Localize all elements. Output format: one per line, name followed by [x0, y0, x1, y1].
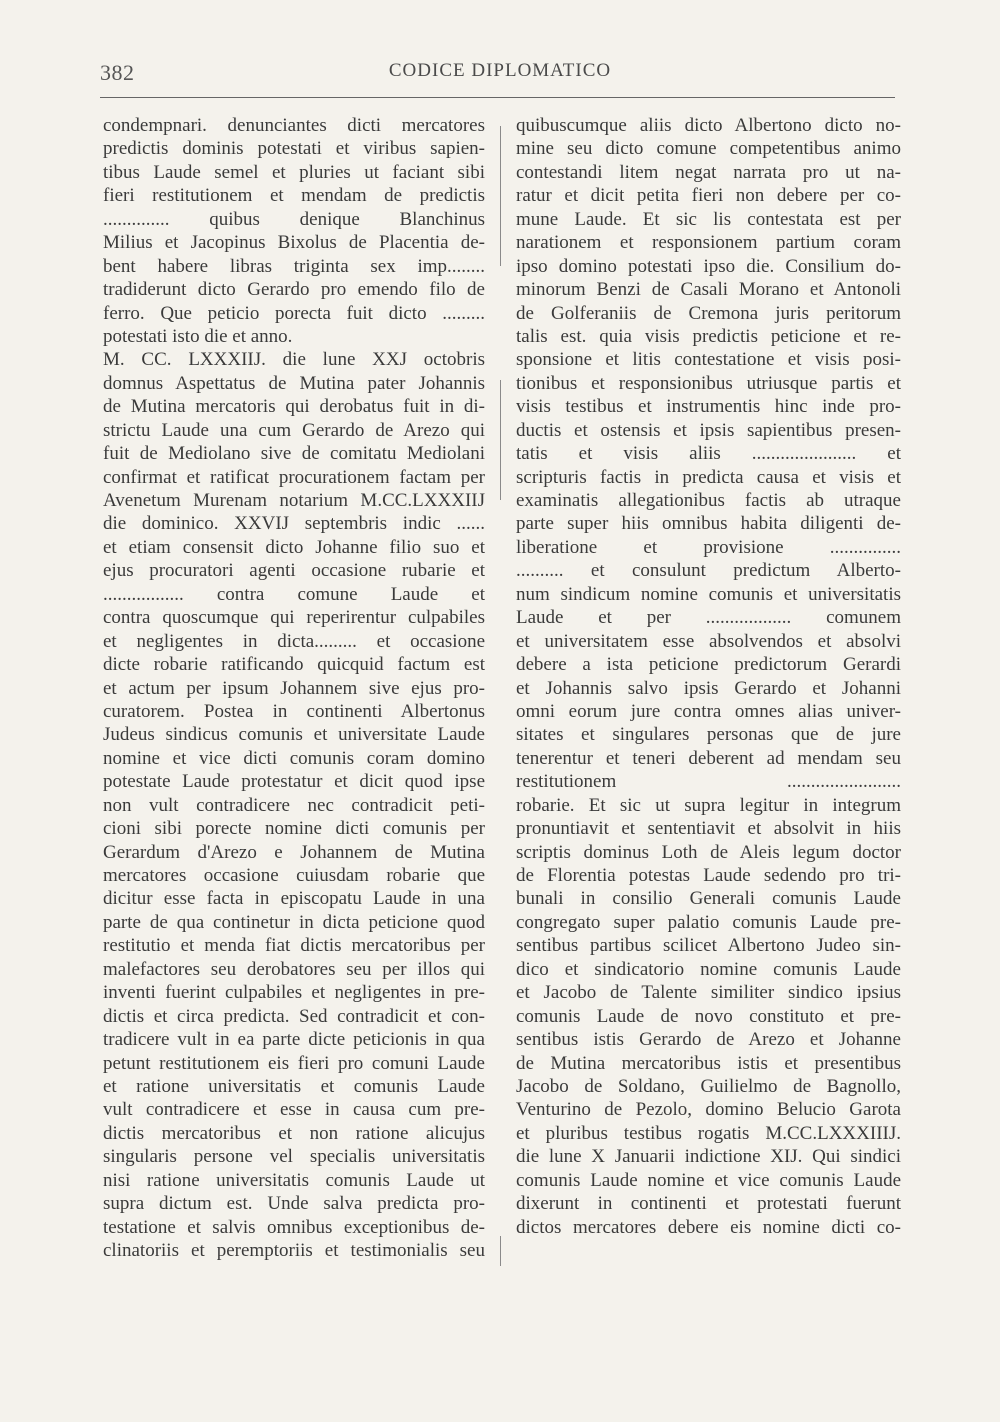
- text-line: dictis mercatoribus et non ratione alicujus: [103, 1122, 485, 1144]
- text-line: Venturino de Pezolo, domino Belucio Garota: [516, 1099, 901, 1121]
- text-line: minorum Benzi de Casali Morano et Antonoli: [516, 279, 901, 301]
- text-line: sentibus istis Gerardo de Arezo et Johanne: [516, 1029, 901, 1051]
- header-rule: [100, 97, 895, 98]
- running-title: CODICE DIPLOMATICO: [388, 60, 612, 81]
- text-line: parte super hiis omnibus habita diligenti de-: [516, 513, 901, 535]
- text-line: et Jacobo de Talente similiter sindico ipsius: [516, 982, 901, 1004]
- text-line: tradiderunt dicto Gerardo pro emendo filo de: [103, 279, 485, 301]
- text-line: mine seu dicto comune competentibus animo: [516, 138, 901, 160]
- text-line: robarie. Et sic ut supra legitur in integrum: [516, 794, 901, 816]
- text-line: et Johannis salvo ipsis Gerardo et Johanni: [516, 677, 901, 699]
- text-line: nomine et vice dicti comunis coram domino: [103, 747, 485, 769]
- text-line: confirmat et ratificat procurationem factam per: [103, 466, 485, 488]
- text-line: testatione et salvis omnibus exceptionibus de-: [103, 1216, 485, 1238]
- text-line: et ratione universitatis et comunis Laude: [103, 1075, 485, 1097]
- text-line: comunis Laude de novo constituto et pre-: [516, 1005, 901, 1027]
- text-line: die dominico. XXVIJ septembris indic ......: [103, 513, 485, 535]
- text-line: ................. contra comune Laude et: [103, 583, 485, 605]
- text-line: quibuscumque aliis dicto Albertono dicto no-: [516, 115, 901, 136]
- text-line: tionibus et responsionibus utriusque partis et: [516, 372, 901, 394]
- text-line: pronuntiavit et sententiavit et absolvit in hiis: [516, 818, 901, 840]
- text-line: supra dictum est. Unde salva predicta pro-: [103, 1193, 485, 1215]
- page-number: 382: [100, 60, 135, 85]
- text-line: examinatis allegationibus factis ab utraque: [516, 490, 901, 511]
- text-line: bent habere libras triginta sex imp........: [103, 255, 485, 277]
- text-line: potestati isto die et anno.: [103, 325, 293, 347]
- text-line: predictis dominis potestati et viribus sapien-: [103, 138, 485, 160]
- text-line: contra quoscumque qui reperirentur culpabiles: [103, 607, 485, 629]
- text-line: visis testibus et instrumentis hinc inde pro-: [516, 396, 901, 418]
- text-line: curatorem. Postea in continenti Albertonus: [103, 700, 485, 722]
- text-line: narationem et responsionem partium coram: [516, 232, 901, 254]
- text-line: et actum per ipsum Johannem sive ejus pro-: [103, 677, 485, 699]
- text-line: mune Laude. Et sic lis contestata est per: [516, 208, 901, 230]
- text-line: nisi ratione universitatis comunis Laude ut: [103, 1169, 485, 1191]
- text-line: de Golferaniis de Cremona juris peritorum: [516, 302, 901, 324]
- text-line: dicitur esse facta in episcopatu Laude in una: [103, 888, 485, 910]
- text-line: Judeus sindicus comunis et universitate Laude: [103, 724, 485, 746]
- text-line: de Mutina mercatoris qui derobatus fuit in di-: [103, 396, 485, 418]
- text-line: condempnari. denunciantes dicti mercatores: [103, 115, 485, 136]
- text-line: Laude et per .................. comunem: [516, 607, 901, 629]
- column-divider: [500, 380, 501, 500]
- text-line: parte de qua continetur in dicta peticione quod: [103, 911, 485, 933]
- text-line: dixerunt in continenti et protestati fuerunt: [516, 1193, 901, 1215]
- text-line: comunis Laude nomine et vice comunis Laude: [516, 1169, 901, 1191]
- text-line: scriptis dominus Loth de Aleis legum doctor: [516, 841, 901, 863]
- left-column: [103, 114, 485, 1262]
- text-line: fieri restitutionem et mendam de predictis: [103, 185, 485, 207]
- text-line: et pluribus testibus rogatis M.CC.LXXXIIIJ.: [516, 1122, 901, 1144]
- text-line: talis est. quia visis predictis peticione et re-: [516, 325, 901, 347]
- text-line: de Florentia potestas Laude sedendo pro tri-: [516, 865, 901, 886]
- text-line: de Mutina mercatoribus istis et presentibus: [516, 1052, 901, 1074]
- text-line: malefactores seu derobatores seu per illos qui: [103, 958, 485, 980]
- text-line: liberatione et provisione ...............: [516, 536, 901, 558]
- text-line: die lune X Januarii indictione XIJ. Qui sindici: [516, 1146, 901, 1168]
- text-line: fuit de Mediolano sive de comitatu Mediolani: [103, 443, 485, 465]
- right-column: [516, 114, 901, 1239]
- text-line: petunt restitutionem eis fieri pro comuni Laude: [103, 1052, 485, 1074]
- text-line: tradicere vult in ea parte dicte peticionis in qua: [103, 1029, 485, 1051]
- text-line: inventi fuerint culpabiles et negligentes in pre-: [103, 982, 485, 1004]
- text-line: tatis et visis aliis ...................... et: [516, 443, 901, 465]
- text-line: ipso domino potestati ipso die. Consilium do-: [516, 255, 901, 277]
- text-line: restitutionem ........................: [516, 771, 901, 793]
- text-line: contestandi litem negat narrata pro ut na-: [516, 161, 901, 183]
- text-line: et universitatem esse absolvendos et absolvi: [516, 630, 901, 652]
- text-line: sitates et singulares personas que de jure: [516, 724, 901, 746]
- text-line: debere a ista peticione predictorum Gerardi: [516, 654, 901, 676]
- text-line: scripturis factis in predicta causa et visis et: [516, 466, 901, 488]
- text-line: singularis persone vel specialis universitatis: [103, 1146, 485, 1168]
- text-line: domnus Aspettatus de Mutina pater Johannis: [103, 372, 485, 394]
- text-line: Avenetum Murenam notarium M.CC.LXXXIIJ: [103, 490, 485, 511]
- text-line: ratur et dicit petita fieri non debere per co-: [516, 185, 901, 207]
- text-line: dico et sindicatorio nomine comunis Laude: [516, 958, 901, 980]
- text-line: potestate Laude protestatur et dicit quod ipse: [103, 771, 485, 793]
- text-line: tenerentur et teneri deberent ad mendam seu: [516, 747, 901, 769]
- text-line: omni eorum jure contra omnes alias univer-: [516, 700, 901, 722]
- text-line: num sindicum nomine comunis et universitatis: [516, 583, 901, 605]
- text-line: strictu Laude una cum Gerardo de Arezo qui: [103, 419, 485, 441]
- text-line: bunali in consilio Generali comunis Laude: [516, 888, 901, 910]
- text-line: Milius et Jacopinus Bixolus de Placentia de-: [103, 232, 485, 254]
- text-line: congregato super palatio comunis Laude pre-: [516, 911, 901, 933]
- text-line: sentibus partibus scilicet Albertono Judeo sin-: [516, 935, 901, 957]
- text-line: Gerardum d'Arezo e Johannem de Mutina: [103, 841, 485, 863]
- text-line: non vult contradicere nec contradicit peti-: [103, 794, 485, 816]
- text-line: ejus procuratori agenti occasione rubarie et: [103, 560, 485, 582]
- text-line: clinatoriis et peremptoriis et testimonialis seu: [103, 1240, 485, 1261]
- text-line: mercatores occasione cuiusdam robarie que: [103, 865, 485, 886]
- text-line: .......... et consulunt predictum Alberto-: [516, 560, 901, 582]
- column-divider: [500, 126, 501, 266]
- text-line: restitutio et menda fiat dictis mercatoribus per: [103, 935, 485, 957]
- text-line: dictos mercatores debere eis nomine dicti co-: [516, 1216, 901, 1238]
- text-line: .............. quibus denique Blanchinus: [103, 208, 485, 230]
- text-line: sponsione et litis contestatione et visis posi-: [516, 349, 901, 371]
- text-line: tibus Laude semel et pluries ut faciant sibi: [103, 161, 485, 183]
- text-line: ferro. Que peticio porecta fuit dicto .........: [103, 302, 485, 324]
- text-line: et negligentes in dicta......... et occasione: [103, 630, 485, 652]
- text-line: vult contradicere et esse in causa cum pre-: [103, 1099, 485, 1121]
- column-divider: [500, 1236, 501, 1266]
- text-line: M. CC. LXXXIIJ. die lune XXJ octobris: [103, 349, 485, 371]
- text-line: dictis et circa predicta. Sed contradicit et con-: [103, 1005, 485, 1027]
- text-line: cioni sibi porecte nomine dicti comunis per: [103, 818, 485, 840]
- text-line: ductis et ostensis et ipsis sapientibus presen-: [516, 419, 901, 441]
- text-line: dicte robarie ratificando quicquid factum est: [103, 654, 485, 676]
- text-line: et etiam consensit dicto Johanne filio suo et: [103, 536, 485, 558]
- text-line: Jacobo de Soldano, Guilielmo de Bagnollo,: [516, 1075, 901, 1097]
